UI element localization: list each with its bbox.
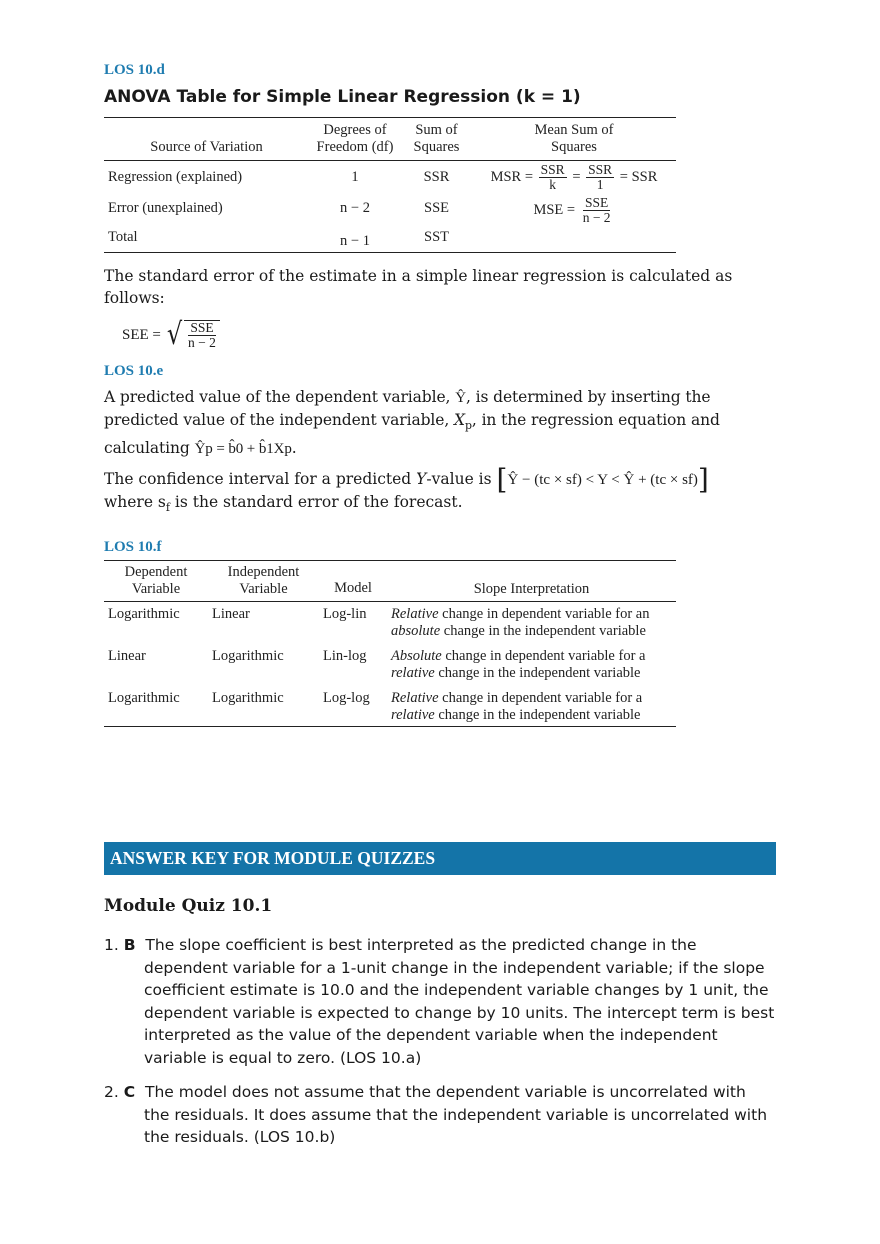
square-root: √ $\frac{\text{SSE}}{n - 2}$ [165, 320, 220, 350]
slope-header-independent: Independent Variable [227, 564, 300, 598]
anova-row [104, 194, 676, 227]
slope-model: Log-log [323, 690, 370, 707]
answer-key-banner: ANSWER KEY FOR MODULE QUIZZES [104, 842, 776, 875]
quiz-title: Module Quiz 10.1 [104, 896, 273, 916]
slope-interpretation: Relative change in dependent variable for an absolute change in the independent variable [391, 606, 650, 640]
anova-ms [472, 194, 676, 227]
anova-df: n − 1 [340, 233, 370, 249]
fraction: $\frac{\text{SSE}}{n - 2}$ [188, 320, 216, 350]
anova-df: 1 [351, 169, 359, 185]
see-description: The standard error of the estimate in a simple linear regression is calculated as follows: [104, 267, 733, 307]
slope-row [104, 688, 676, 727]
answer-item: 2. C The model does not assume that the dependent variable is uncorrelated with the residuals. It does assume that the independent variable is uncorrelated with the residuals. (LOS 10.b) [104, 1083, 768, 1146]
slope-row [104, 602, 676, 647]
anova-ss: SSE [424, 200, 449, 216]
fraction: $\frac{\text{SSE}}{n - 2}$ [582, 195, 611, 225]
slope-model: Lin-log [323, 648, 367, 665]
predicted-value-text: A predicted value of the dependent variable, Ŷ, is determined by inserting the predicted value of the independent variable, $X_p$, in the regression equation and calculating Ŷp = b̂0 + b̂1Xp. [104, 388, 720, 458]
anova-header-ms: Mean Sum of Squares [534, 122, 614, 155]
see-lhs: SEE = [122, 326, 161, 343]
fraction: $\frac{\text{SSR}}{k}$ [540, 162, 565, 192]
anova-ss: SST [424, 229, 449, 245]
slope-ind: Linear [212, 606, 250, 623]
slope-dep: Logarithmic [108, 606, 180, 623]
anova-source: Error (unexplained) [108, 200, 223, 216]
slope-interpretation: Relative change in dependent variable for a relative change in the independent variable [391, 690, 643, 724]
los-10d-label: LOS 10.d [104, 62, 165, 78]
confidence-interval-text: The confidence interval for a predicted Y-value is [Ŷ − (tc × sf) < Y < Ŷ + (tc × sf)] where $s_f$ is the standard error of the forecast. [104, 463, 709, 515]
slope-dep: Linear [108, 648, 146, 665]
answer-item: 1. B The slope coefficient is best interpreted as the predicted change in the dependent variable for a 1-unit change in the independent variable; if the slope coefficient estimate is 10.0 and the independent variable changes by 1 unit, the dependent variable is expected to change by 10 units. The intercept term is best interpreted as the value of the dependent variable when the independent variable is equal to zero. (LOS 10.a) [104, 936, 775, 1067]
slope-header-model: Model [334, 580, 372, 597]
answer-section [104, 896, 776, 1149]
anova-header-source: Source of Variation [150, 139, 263, 155]
slope-model: Log-lin [323, 606, 367, 623]
anova-source: Regression (explained) [108, 169, 243, 185]
slope-header-dependent: Dependent Variable [124, 564, 188, 598]
anova-title: ANOVA Table for Simple Linear Regression (k = 1) [104, 87, 581, 107]
ms-lhs: MSR = [490, 168, 534, 185]
anova-source: Total [108, 229, 138, 245]
fraction: $\frac{\text{SSR}}{1}$ [588, 162, 613, 192]
anova-row [104, 227, 676, 253]
anova-header-ss: Sum of Squares [413, 122, 460, 155]
anova-header-df: Degrees of Freedom (df) [316, 122, 394, 155]
ms-rhs: = SSR [619, 168, 658, 185]
anova-ss: SSR [423, 169, 450, 185]
anova-ms: MSR = $\frac{\text{SSR}}{k}$ = $\frac{\text{SSR}}{1}$ = SSR [490, 162, 658, 192]
slope-ind: Logarithmic [212, 648, 284, 665]
page-content [104, 62, 776, 727]
ms-lhs: MSE = [533, 201, 576, 218]
slope-ind: Logarithmic [212, 690, 284, 707]
los-10f-label: LOS 10.f [104, 539, 162, 556]
anova-table [104, 117, 676, 253]
slope-row [104, 646, 676, 688]
slope-header-interpretation: Slope Interpretation [473, 581, 590, 598]
los-10e-label: LOS 10.e [104, 363, 164, 379]
anova-df: n − 2 [340, 200, 370, 216]
slope-interpretation: Absolute change in dependent variable for a relative change in the independent variable [391, 648, 646, 682]
slope-interpretation-table [104, 560, 676, 727]
slope-dep: Logarithmic [108, 690, 180, 707]
see-formula [122, 317, 776, 353]
anova-row [104, 161, 676, 195]
